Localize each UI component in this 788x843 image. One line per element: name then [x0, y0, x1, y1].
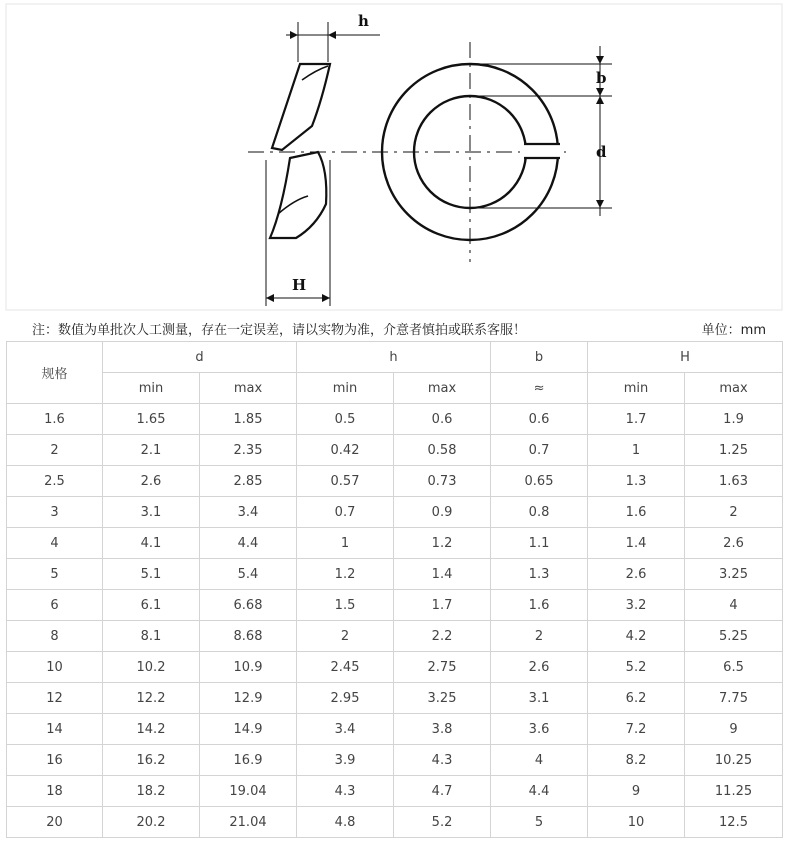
value-cell: 3.1 [491, 683, 588, 714]
table-row [7, 683, 783, 714]
value-cell: 2.1 [103, 435, 200, 466]
value-cell: 6.2 [588, 683, 685, 714]
value-cell: 5.1 [103, 559, 200, 590]
subheader-cell: min [103, 373, 200, 404]
table-row [7, 652, 783, 683]
value-cell: 2.6 [491, 652, 588, 683]
group-header-b: b [491, 342, 588, 373]
value-cell: 20.2 [103, 807, 200, 838]
value-cell: 4.7 [394, 776, 491, 807]
value-cell: 5.4 [200, 559, 297, 590]
value-cell: 5 [491, 807, 588, 838]
value-cell: 0.6 [394, 404, 491, 435]
spec-size-cell: 2.5 [7, 466, 103, 497]
spec-size-cell: 10 [7, 652, 103, 683]
value-cell: 1.25 [685, 435, 783, 466]
table-row [7, 466, 783, 497]
group-header-d: d [103, 342, 297, 373]
h-dimension-label: h [358, 12, 369, 30]
subheader-cell: ≈ [491, 373, 588, 404]
value-cell: 3.25 [394, 683, 491, 714]
value-cell: 3.2 [588, 590, 685, 621]
value-cell: 16.9 [200, 745, 297, 776]
value-cell: 3.1 [103, 497, 200, 528]
value-cell: 9 [588, 776, 685, 807]
table-row [7, 497, 783, 528]
H-dimension-label: H [292, 276, 307, 294]
table-header-row [7, 342, 783, 373]
value-cell: 3.4 [200, 497, 297, 528]
value-cell: 8.2 [588, 745, 685, 776]
value-cell: 18.2 [103, 776, 200, 807]
value-cell: 3.9 [297, 745, 394, 776]
value-cell: 7.75 [685, 683, 783, 714]
table-row [7, 559, 783, 590]
spec-size-cell: 6 [7, 590, 103, 621]
value-cell: 12.9 [200, 683, 297, 714]
disclaimer-note: 注：数值为单批次人工测量，存在一定误差，请以实物为准，介意者慎拍或联系客服！ [32, 323, 527, 338]
value-cell: 10 [588, 807, 685, 838]
value-cell: 2.95 [297, 683, 394, 714]
value-cell: 0.7 [491, 435, 588, 466]
table-row [7, 404, 783, 435]
spec-size-cell: 4 [7, 528, 103, 559]
value-cell: 21.04 [200, 807, 297, 838]
value-cell: 3.6 [491, 714, 588, 745]
value-cell: 10.25 [685, 745, 783, 776]
value-cell: 2.6 [103, 466, 200, 497]
spec-header-cell: 规格 [7, 342, 103, 404]
spec-size-cell: 12 [7, 683, 103, 714]
value-cell: 5.25 [685, 621, 783, 652]
value-cell: 1.7 [394, 590, 491, 621]
value-cell: 4.4 [200, 528, 297, 559]
value-cell: 1.2 [394, 528, 491, 559]
value-cell: 2.75 [394, 652, 491, 683]
value-cell: 1.2 [297, 559, 394, 590]
group-header-h: h [297, 342, 491, 373]
value-cell: 2 [685, 497, 783, 528]
value-cell: 1.85 [200, 404, 297, 435]
spec-size-cell: 18 [7, 776, 103, 807]
value-cell: 3.25 [685, 559, 783, 590]
value-cell: 1.6 [491, 590, 588, 621]
value-cell: 4.3 [394, 745, 491, 776]
value-cell: 1.6 [588, 497, 685, 528]
value-cell: 1.1 [491, 528, 588, 559]
subheader-cell: max [394, 373, 491, 404]
spring-washer-drawing [0, 0, 788, 312]
value-cell: 11.25 [685, 776, 783, 807]
value-cell: 0.57 [297, 466, 394, 497]
value-cell: 4.3 [297, 776, 394, 807]
subheader-cell: max [685, 373, 783, 404]
value-cell: 1.3 [491, 559, 588, 590]
value-cell: 4.8 [297, 807, 394, 838]
value-cell: 0.8 [491, 497, 588, 528]
spec-size-cell: 8 [7, 621, 103, 652]
value-cell: 4.1 [103, 528, 200, 559]
value-cell: 1.63 [685, 466, 783, 497]
value-cell: 19.04 [200, 776, 297, 807]
spec-size-cell: 20 [7, 807, 103, 838]
value-cell: 3.4 [297, 714, 394, 745]
spec-size-cell: 1.6 [7, 404, 103, 435]
value-cell: 2 [297, 621, 394, 652]
value-cell: 4.2 [588, 621, 685, 652]
value-cell: 2.85 [200, 466, 297, 497]
b-dimension-label: b [596, 69, 607, 87]
value-cell: 0.9 [394, 497, 491, 528]
table-row [7, 590, 783, 621]
value-cell: 8.1 [103, 621, 200, 652]
value-cell: 0.65 [491, 466, 588, 497]
value-cell: 6.1 [103, 590, 200, 621]
value-cell: 5.2 [588, 652, 685, 683]
value-cell: 6.5 [685, 652, 783, 683]
value-cell: 0.7 [297, 497, 394, 528]
value-cell: 4 [491, 745, 588, 776]
value-cell: 2.6 [685, 528, 783, 559]
value-cell: 9 [685, 714, 783, 745]
value-cell: 1.7 [588, 404, 685, 435]
value-cell: 10.9 [200, 652, 297, 683]
value-cell: 2.6 [588, 559, 685, 590]
value-cell: 5.2 [394, 807, 491, 838]
spec-size-cell: 16 [7, 745, 103, 776]
table-row [7, 528, 783, 559]
note-row [0, 312, 788, 342]
subheader-cell: min [588, 373, 685, 404]
value-cell: 4 [685, 590, 783, 621]
value-cell: 7.2 [588, 714, 685, 745]
value-cell: 12.5 [685, 807, 783, 838]
value-cell: 0.6 [491, 404, 588, 435]
value-cell: 2.45 [297, 652, 394, 683]
value-cell: 0.42 [297, 435, 394, 466]
spec-size-cell: 2 [7, 435, 103, 466]
value-cell: 2.2 [394, 621, 491, 652]
value-cell: 0.58 [394, 435, 491, 466]
value-cell: 2.35 [200, 435, 297, 466]
table-row [7, 807, 783, 838]
spec-table [6, 341, 783, 838]
group-header-H: H [588, 342, 783, 373]
spec-size-cell: 14 [7, 714, 103, 745]
value-cell: 10.2 [103, 652, 200, 683]
value-cell: 16.2 [103, 745, 200, 776]
value-cell: 8.68 [200, 621, 297, 652]
value-cell: 4.4 [491, 776, 588, 807]
value-cell: 1.3 [588, 466, 685, 497]
value-cell: 2 [491, 621, 588, 652]
value-cell: 12.2 [103, 683, 200, 714]
spec-size-cell: 3 [7, 497, 103, 528]
value-cell: 1 [588, 435, 685, 466]
value-cell: 3.8 [394, 714, 491, 745]
value-cell: 1.5 [297, 590, 394, 621]
table-row [7, 714, 783, 745]
value-cell: 1.9 [685, 404, 783, 435]
value-cell: 14.9 [200, 714, 297, 745]
subheader-cell: max [200, 373, 297, 404]
value-cell: 14.2 [103, 714, 200, 745]
table-subheader-row [7, 373, 783, 404]
value-cell: 6.68 [200, 590, 297, 621]
table-row [7, 435, 783, 466]
table-row [7, 776, 783, 807]
subheader-cell: min [297, 373, 394, 404]
value-cell: 1 [297, 528, 394, 559]
value-cell: 1.4 [588, 528, 685, 559]
value-cell: 0.5 [297, 404, 394, 435]
unit-label: 单位：mm [701, 323, 766, 338]
value-cell: 0.73 [394, 466, 491, 497]
value-cell: 1.4 [394, 559, 491, 590]
table-row [7, 745, 783, 776]
d-dimension-label: d [596, 143, 607, 161]
table-row [7, 621, 783, 652]
spec-size-cell: 5 [7, 559, 103, 590]
value-cell: 1.65 [103, 404, 200, 435]
